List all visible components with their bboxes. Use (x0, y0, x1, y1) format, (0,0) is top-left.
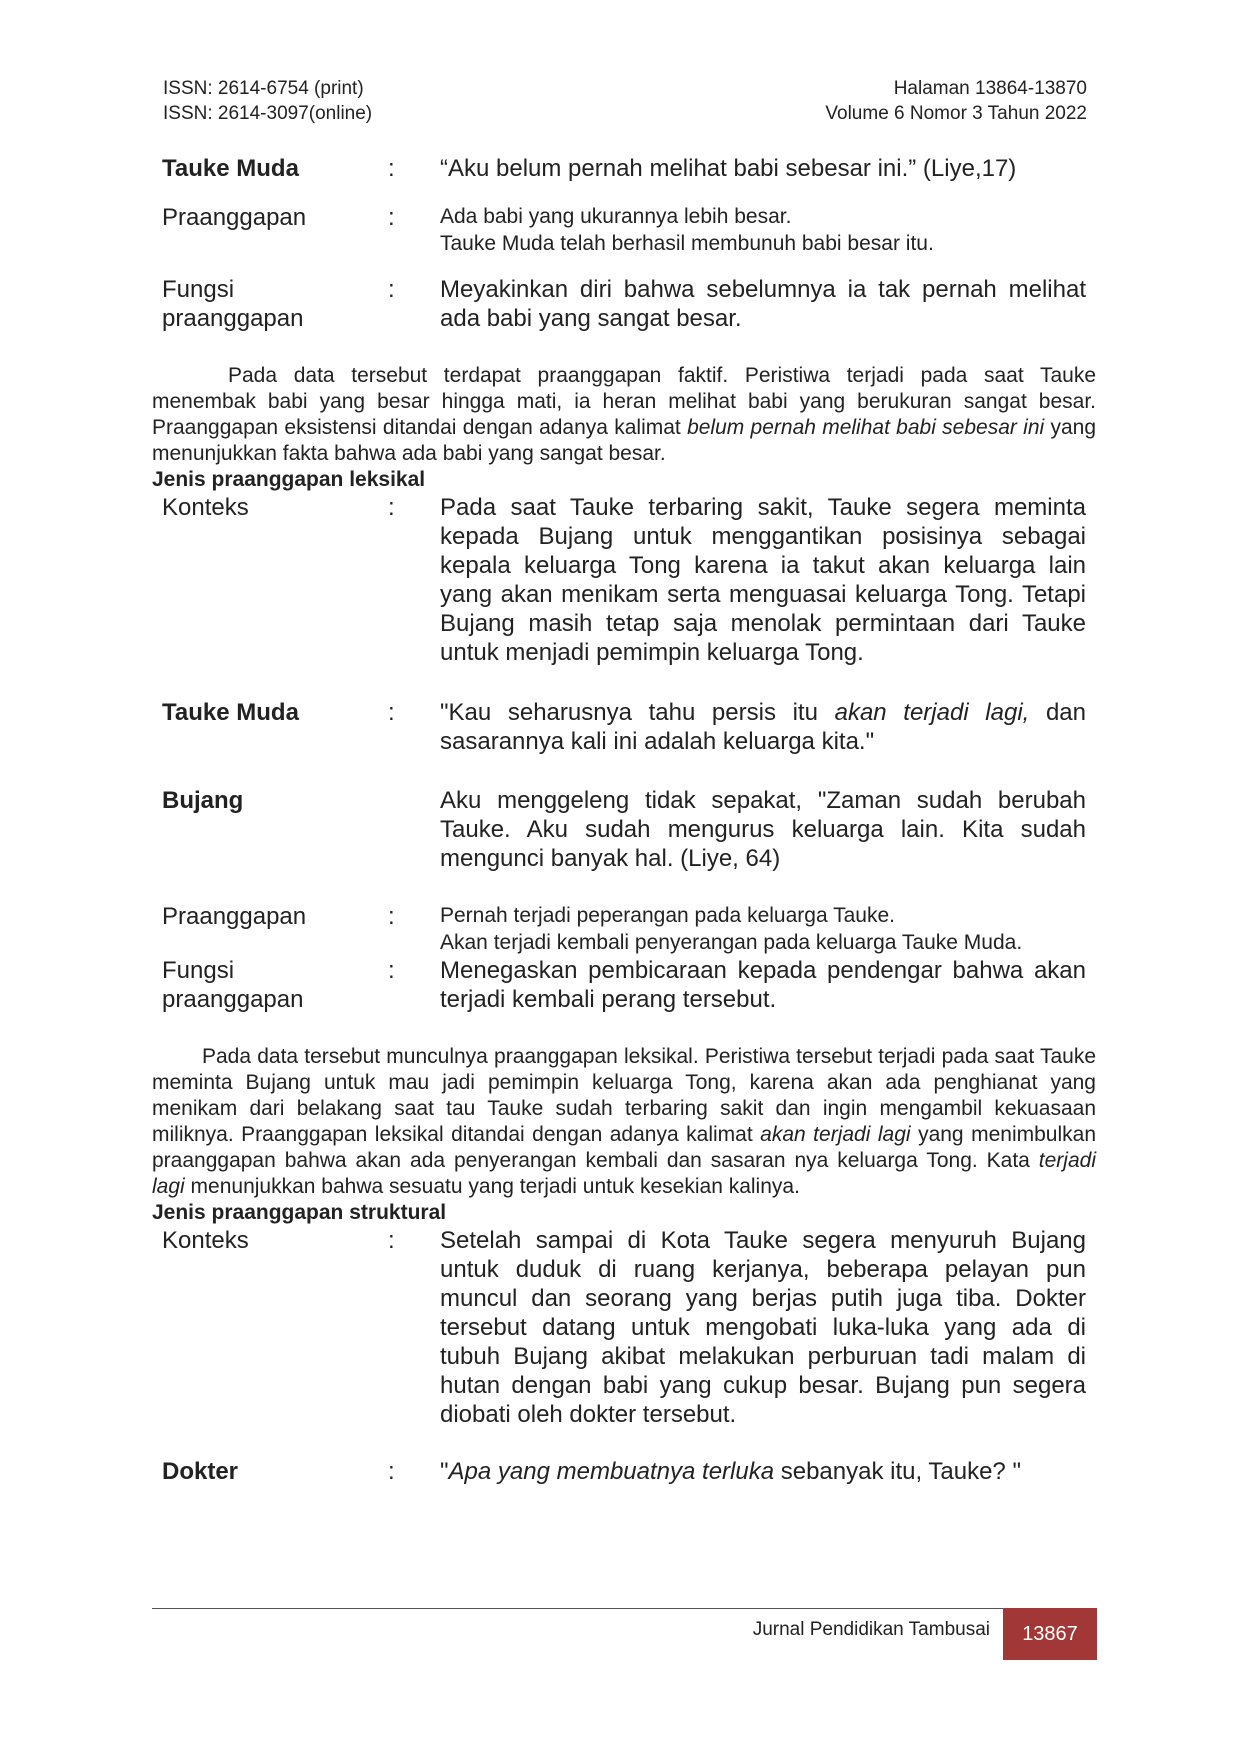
praanggapan-label: Praanggapan (162, 204, 307, 231)
dialogue-row (152, 1457, 1096, 1486)
paragraph-italic: terjadi lagi (152, 1149, 1096, 1198)
issn-print: ISSN: 2614-6754 (print) (163, 78, 364, 99)
fungsi-label-line: Fungsi (162, 276, 235, 303)
konteks-text: Pada saat Tauke terbaring sakit, Tauke segera meminta kepada Bujang untuk menggantikan posisinya sebagai kepala keluarga Tong karena ia takut akan keluarga lain yang akan menikam serta menguasai keluarga Tong. Tetapi Bujang masih tetap saja menolak permintaan dari Tauke untuk menjadi pemimpin keluarga Tong. (440, 494, 1086, 666)
speaker-text-part: dan sasarannya kali ini adalah keluarga kita." (440, 699, 1086, 755)
speaker-text: Aku menggeleng tidak sepakat, "Zaman sudah berubah Tauke. Aku sudah mengurus keluarga lain. Kita sudah mengunci banyak hal. (Liye, 64) (440, 787, 1086, 872)
praanggapan-row (152, 902, 1096, 956)
colon: : (388, 903, 395, 930)
colon: : (388, 1458, 395, 1485)
speaker-text-part: sebanyak itu, Tauke? " (774, 1458, 1021, 1485)
speaker-text (440, 1457, 1086, 1486)
issn-block (163, 76, 372, 126)
praanggapan-line: Akan terjadi kembali penyerangan pada keluarga Tauke Muda. (440, 931, 1023, 954)
fungsi-text: Menegaskan pembicaraan kepada pendengar bahwa akan terjadi kembali perang tersebut. (440, 957, 1086, 1013)
fungsi-label (152, 275, 388, 333)
speaker-text-italic: Apa yang membuatnya terluka (448, 1458, 775, 1485)
paragraph-text: Pada data tersebut munculnya praanggapan leksikal. Peristiwa tersebut terjadi pada saat Tauke meminta Bujang untuk mau jadi pemimpin keluarga Tong, karena akan ada penghianat yang menikam dari belakang saat tau Tauke sudah terbaring sakit dan ingin mengambil kekuasaan miliknya. Praanggapan leksikal ditandai dengan adanya kalimat (152, 1045, 1096, 1146)
speaker-text (440, 698, 1086, 756)
dialogue-row (152, 786, 1096, 873)
speaker-label: Tauke Muda (162, 155, 299, 182)
paragraph-text: yang menimbulkan praanggapan bahwa akan ada penyerangan kembali dan sasaran nya keluarga Tong. Kata (152, 1123, 1096, 1172)
praanggapan-text (440, 203, 1086, 257)
paragraph-text: Pada data tersebut terdapat praanggapan faktif. Peristiwa terjadi pada saat Tauke menembak babi yang besar hingga mati, ia heran melihat babi yang berukuran sangat besar. Praanggapan eksistensi ditandai dengan adanya kalimat (152, 364, 1096, 439)
paragraph-italic: belum pernah melihat babi sebesar ini (687, 416, 1045, 439)
fungsi-text: Meyakinkan diri bahwa sebelumnya ia tak pernah melihat ada babi yang sangat besar. (440, 276, 1086, 332)
speaker-text: “Aku belum pernah melihat babi sebesar ini.” (Liye,17) (440, 155, 1017, 182)
colon: : (388, 155, 395, 182)
colon: : (388, 494, 395, 521)
konteks-label: Konteks (162, 1227, 249, 1254)
fungsi-label-line: praanggapan (162, 986, 304, 1013)
colon-spacer (388, 786, 440, 873)
colon: : (388, 204, 395, 231)
page-number-badge (1003, 1608, 1097, 1660)
dialogue-row (152, 154, 1096, 183)
fungsi-label (152, 956, 388, 1014)
speaker-label: Bujang (162, 787, 244, 814)
colon: : (388, 957, 395, 984)
analysis-paragraph (152, 363, 1096, 467)
speaker-label: Dokter (162, 1458, 239, 1485)
speaker-label: Tauke Muda (162, 699, 299, 726)
page-number: 13867 (1022, 1622, 1078, 1645)
speaker-text-part: " (440, 1458, 449, 1485)
speaker-text-part: "Kau seharusnya tahu persis itu (440, 699, 835, 726)
journal-name: Jurnal Pendidikan Tambusai (752, 1619, 990, 1640)
fungsi-label-line: Fungsi (162, 957, 235, 984)
fungsi-row (152, 275, 1096, 333)
praanggapan-row (152, 203, 1096, 257)
konteks-row (152, 493, 1096, 667)
praanggapan-line: Tauke Muda telah berhasil membunuh babi besar itu. (440, 232, 934, 255)
konteks-text: Setelah sampai di Kota Tauke segera menyuruh Bujang untuk duduk di ruang kerjanya, beberapa pelayan pun muncul dan seorang yang berjas putih juga tiba. Dokter tersebut datang untuk mengobati luka-luka yang ada di tubuh Bujang akibat melakukan perburuan tadi malam di hutan dengan babi yang cukup besar. Bujang pun segera diobati oleh dokter tersebut. (440, 1227, 1086, 1428)
paragraph-text: menunjukkan bahwa sesuatu yang terjadi untuk kesekian kalinya. (184, 1175, 800, 1198)
volume-block (825, 76, 1087, 126)
praanggapan-line: Ada babi yang ukurannya lebih besar. (440, 205, 792, 228)
paragraph-italic: akan terjadi lagi (760, 1123, 911, 1146)
volume-info: Volume 6 Nomor 3 Tahun 2022 (825, 103, 1087, 124)
page-range: Halaman 13864-13870 (893, 78, 1087, 99)
analysis-paragraph (152, 1044, 1096, 1200)
colon: : (388, 699, 395, 726)
speaker-text-italic: akan terjadi lagi, (834, 699, 1030, 726)
section-heading: Jenis praanggapan struktural (152, 1201, 447, 1224)
colon: : (388, 1227, 395, 1254)
paragraph-text: yang menunjukkan fakta bahwa ada babi yang sangat besar. (152, 416, 1097, 465)
dialogue-row (152, 698, 1096, 756)
praanggapan-line: Pernah terjadi peperangan pada keluarga Tauke. (440, 904, 895, 927)
konteks-label: Konteks (162, 494, 249, 521)
konteks-row (152, 1226, 1096, 1429)
footer-rule (152, 1608, 1005, 1609)
fungsi-label-line: praanggapan (162, 305, 304, 332)
fungsi-row (152, 956, 1096, 1014)
praanggapan-text (440, 902, 1086, 956)
praanggapan-label: Praanggapan (162, 903, 307, 930)
colon: : (388, 276, 395, 303)
article-body (152, 154, 1096, 1486)
issn-online: ISSN: 2614-3097(online) (163, 103, 373, 124)
section-heading: Jenis praanggapan leksikal (152, 468, 426, 491)
